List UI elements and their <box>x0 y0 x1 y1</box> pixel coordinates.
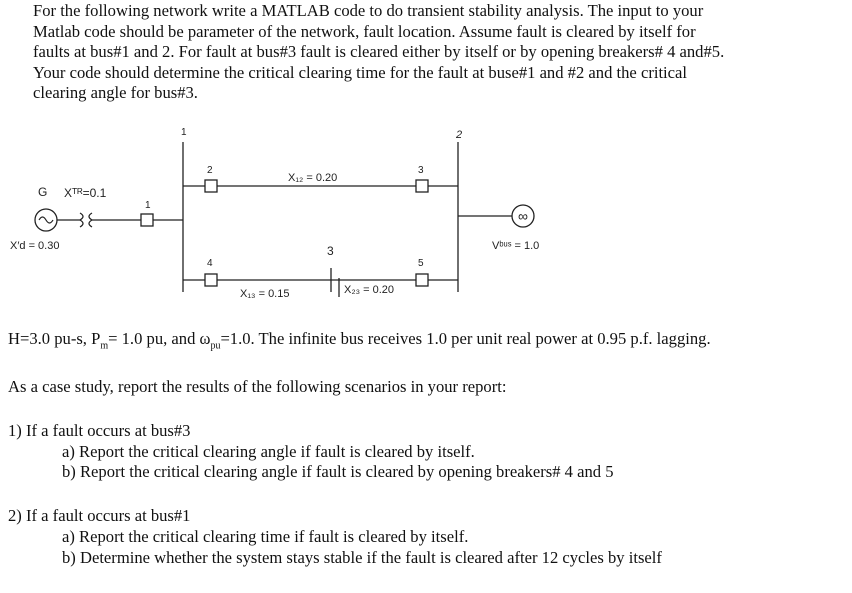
scenario-2a: a) Report the critical clearing time if fault is cleared by itself. <box>62 527 469 546</box>
breaker-4 <box>205 274 217 286</box>
breaker-3 <box>416 180 428 192</box>
infinite-bus-voltage-label: Vᵇᵘˢ = 1.0 <box>492 240 540 252</box>
breaker-5-label: 5 <box>418 258 424 269</box>
scenario-1a: a) Report the critical clearing angle if fault is cleared by itself. <box>62 442 475 461</box>
breaker-3-label: 3 <box>418 165 424 176</box>
case-study-intro: As a case study, report the results of the following scenarios in your report: <box>8 377 507 396</box>
system-parameters: H=3.0 pu-s, $P_m= 1.0$ pu, and $\omega_{pu}=1.0$. The infinite bus receives 1.0 per unit real power at 0.95 p.f. lagging. <box>8 329 711 352</box>
transformer-icon <box>80 213 92 227</box>
breaker-2-label: 2 <box>207 165 213 176</box>
scenario-2-title: 2) If a fault occurs at bus#1 <box>8 506 191 525</box>
bus-3-label: 3 <box>327 244 334 258</box>
generator-icon <box>35 209 57 231</box>
bus-1-label: 1 <box>181 127 187 138</box>
transformer-reactance-label: Xᵀᴿ=0.1 <box>64 186 107 200</box>
breaker-1-label: 1 <box>145 200 151 211</box>
generator-label: G <box>38 185 48 199</box>
breaker-5 <box>416 274 428 286</box>
line-2-3-reactance-label: X₂₃ = 0.20 <box>344 284 395 296</box>
line-1-2-reactance-label: X₁₂ = 0.20 <box>288 172 338 184</box>
svg-text:∞: ∞ <box>518 208 528 224</box>
breaker-1 <box>141 214 153 226</box>
scenario-1b: b) Report the critical clearing angle if fault is cleared by opening breakers# 4 and 5 <box>62 462 614 481</box>
problem-statement: For the following network write a MATLAB code to do transient stability analysis. The input to your Matlab code should be parameter of the network, fault location. Assume fault is cleared by itself for faults at bus#1 and 2. For fault at bus#3 fault is cleared either by itself or by opening breakers# 4 and#5. Your code should determine the critical clearing time for the fault at buse#1 and #2 and the critical clearing angle for bus#3. <box>33 1 725 103</box>
scenario-1-title: 1) If a fault occurs at bus#3 <box>8 421 191 440</box>
breaker-2 <box>205 180 217 192</box>
scenario-2b: b) Determine whether the system stays stable if the fault is cleared after 12 cycles by itself <box>62 548 662 567</box>
network-diagram <box>0 116 600 312</box>
generator-reactance-label: X′d = 0.30 <box>10 240 60 252</box>
line-1-3-reactance-label: X₁₃ = 0.15 <box>240 288 290 300</box>
bus-2-label: 2 <box>456 129 463 141</box>
infinite-bus-icon <box>512 205 534 227</box>
breaker-4-label: 4 <box>207 258 213 269</box>
